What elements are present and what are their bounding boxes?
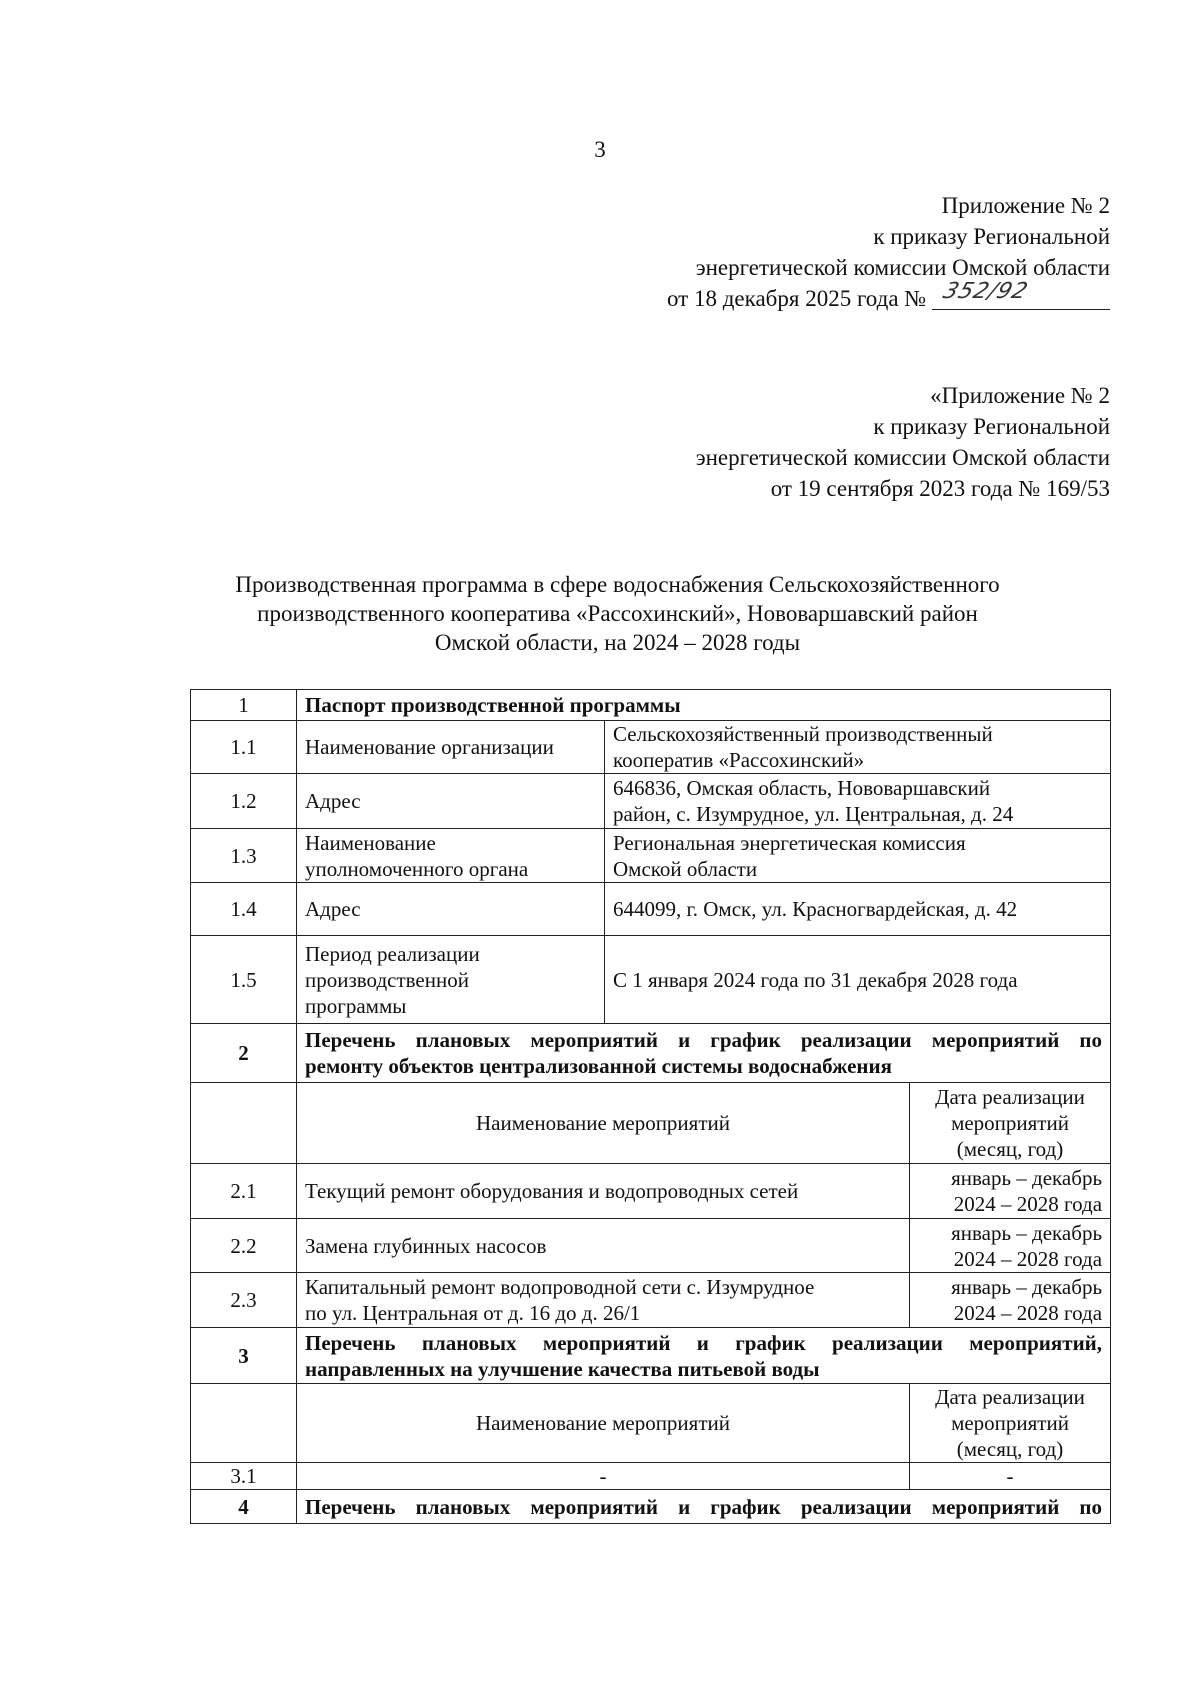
section-title-line: направленных на улучшение качества питьевой воды bbox=[305, 1356, 820, 1381]
table-row bbox=[191, 721, 1111, 774]
row-value-line: Региональная энергетическая комиссия bbox=[613, 830, 966, 855]
activity-name: - bbox=[297, 1463, 910, 1490]
header-line: мероприятий bbox=[951, 1411, 1069, 1435]
section-2-number: 2 bbox=[191, 1024, 297, 1083]
date-line: январь – декабрь bbox=[951, 1166, 1103, 1190]
row-label-line: программы bbox=[305, 993, 407, 1018]
header-line: Дата реализации bbox=[935, 1085, 1085, 1109]
appendix-new-line2: к приказу Региональной bbox=[873, 224, 1110, 249]
appendix-header-old bbox=[550, 380, 1110, 504]
appendix-old-line2: к приказу Региональной bbox=[873, 414, 1110, 439]
table-row bbox=[191, 1219, 1111, 1273]
section-title-line: Перечень плановых мероприятий и график реализации мероприятий по bbox=[305, 1028, 1103, 1052]
date-line: 2024 – 2028 года bbox=[953, 1301, 1103, 1325]
row-number: 2.1 bbox=[191, 1164, 297, 1219]
row-number: 1.1 bbox=[191, 721, 297, 774]
section-2-title bbox=[297, 1024, 1111, 1083]
row-value: 644099, г. Омск, ул. Красногвардейская, д. 42 bbox=[605, 883, 1111, 936]
activity-name-line: по ул. Центральная от д. 16 до д. 26/1 bbox=[305, 1301, 641, 1325]
table-row bbox=[191, 1164, 1111, 1219]
date-line: январь – декабрь bbox=[951, 1220, 1103, 1245]
section-1-title: Паспорт производственной программы bbox=[297, 690, 1111, 721]
section-title-line: ремонту объектов централизованной системы водоснабжения bbox=[305, 1054, 892, 1078]
section-title-line: Перечень плановых мероприятий и график реализации мероприятий по bbox=[305, 1494, 1103, 1519]
activity-name bbox=[297, 1273, 910, 1328]
empty-cell bbox=[191, 1083, 297, 1164]
section-4-number: 4 bbox=[191, 1490, 297, 1524]
table-row bbox=[191, 883, 1111, 936]
row-label: Наименование организации bbox=[297, 721, 605, 774]
date-line: январь – декабрь bbox=[951, 1275, 1103, 1299]
appendix-new-line4 bbox=[550, 279, 1110, 314]
appendix-old-line4: от 19 сентября 2023 года № 169/53 bbox=[770, 476, 1110, 501]
row-label-line: Наименование bbox=[305, 830, 436, 855]
row-label-line: Период реализации bbox=[305, 941, 480, 966]
appendix-new-line1: Приложение № 2 bbox=[941, 193, 1110, 218]
row-number: 1.2 bbox=[191, 774, 297, 829]
row-number: 2.2 bbox=[191, 1219, 297, 1273]
column-header-name: Наименование мероприятий bbox=[297, 1384, 910, 1463]
section-3-row bbox=[191, 1328, 1111, 1384]
handwritten-order-number: 352/92 bbox=[939, 279, 1032, 304]
title-line3: Омской области, на 2024 – 2028 годы bbox=[434, 630, 801, 655]
row-value-line: район, с. Изумрудное, ул. Центральная, д. 24 bbox=[613, 802, 1014, 826]
section-3-number: 3 bbox=[191, 1328, 297, 1384]
appendix-old-line1: «Приложение № 2 bbox=[930, 383, 1110, 408]
title-line2: производственного кооператива «Рассохинский», Нововаршавский район bbox=[257, 601, 978, 626]
empty-cell bbox=[191, 1384, 297, 1463]
activity-date bbox=[910, 1219, 1111, 1273]
appendix-old-line3: энергетической комиссии Омской области bbox=[695, 445, 1110, 470]
row-label bbox=[297, 936, 605, 1024]
appendix-new-date: от 18 декабря 2025 года № bbox=[666, 286, 927, 311]
column-header-date bbox=[910, 1384, 1111, 1463]
section-title-line: Перечень плановых мероприятий и график реализации мероприятий, bbox=[305, 1330, 1103, 1355]
table-row bbox=[191, 774, 1111, 829]
row-label bbox=[297, 829, 605, 883]
table-row bbox=[191, 829, 1111, 883]
subheader-row bbox=[191, 1083, 1111, 1164]
row-label: Адрес bbox=[297, 774, 605, 829]
row-value bbox=[605, 829, 1111, 883]
section-4-row bbox=[191, 1490, 1111, 1524]
section-1-number: 1 bbox=[191, 690, 297, 721]
row-value-line: Омской области bbox=[613, 856, 758, 881]
row-value-line: кооператив «Рассохинский» bbox=[613, 748, 865, 772]
table-row bbox=[191, 1463, 1111, 1490]
appendix-new-line3: энергетической комиссии Омской области bbox=[695, 255, 1110, 280]
activity-name-line: Капитальный ремонт водопроводной сети с. Изумрудное bbox=[305, 1275, 815, 1299]
section-3-title bbox=[297, 1328, 1111, 1384]
row-number: 1.5 bbox=[191, 936, 297, 1024]
header-line: мероприятий bbox=[951, 1111, 1069, 1135]
activity-date bbox=[910, 1273, 1111, 1328]
header-line: (месяц, год) bbox=[956, 1137, 1064, 1161]
section-4-title bbox=[297, 1490, 1111, 1524]
table-row bbox=[191, 1273, 1111, 1328]
section-1-row bbox=[191, 690, 1111, 721]
header-line: Дата реализации bbox=[935, 1385, 1085, 1409]
row-value-line: Сельскохозяйственный производственный bbox=[613, 722, 993, 746]
row-value: С 1 января 2024 года по 31 декабря 2028 года bbox=[605, 936, 1111, 1024]
column-header-name: Наименование мероприятий bbox=[297, 1083, 910, 1164]
row-value bbox=[605, 721, 1111, 774]
row-number: 1.4 bbox=[191, 883, 297, 936]
row-label-line: уполномоченного органа bbox=[305, 856, 529, 881]
subheader-row bbox=[191, 1384, 1111, 1463]
table-row bbox=[191, 936, 1111, 1024]
appendix-header-new bbox=[550, 190, 1110, 314]
column-header-date bbox=[910, 1083, 1111, 1164]
date-line: 2024 – 2028 года bbox=[953, 1246, 1103, 1271]
row-label-line: производственной bbox=[305, 967, 469, 992]
header-line: (месяц, год) bbox=[956, 1437, 1064, 1461]
activity-date: - bbox=[910, 1463, 1111, 1490]
row-value bbox=[605, 774, 1111, 829]
activity-date bbox=[910, 1164, 1111, 1219]
row-number: 1.3 bbox=[191, 829, 297, 883]
activity-name: Текущий ремонт оборудования и водопроводных сетей bbox=[297, 1164, 910, 1219]
section-2-row bbox=[191, 1024, 1111, 1083]
title-line1: Производственная программа в сфере водоснабжения Сельскохозяйственного bbox=[235, 572, 1000, 597]
order-number-field bbox=[932, 279, 1110, 310]
row-value-line: 646836, Омская область, Нововаршавский bbox=[613, 776, 991, 800]
row-number: 2.3 bbox=[191, 1273, 297, 1328]
date-line: 2024 – 2028 года bbox=[953, 1192, 1103, 1216]
row-label: Адрес bbox=[297, 883, 605, 936]
activity-name: Замена глубинных насосов bbox=[297, 1219, 910, 1273]
row-number: 3.1 bbox=[191, 1463, 297, 1490]
program-table bbox=[190, 689, 1111, 1524]
page-number: 3 bbox=[594, 137, 606, 162]
document-title bbox=[150, 570, 1085, 657]
